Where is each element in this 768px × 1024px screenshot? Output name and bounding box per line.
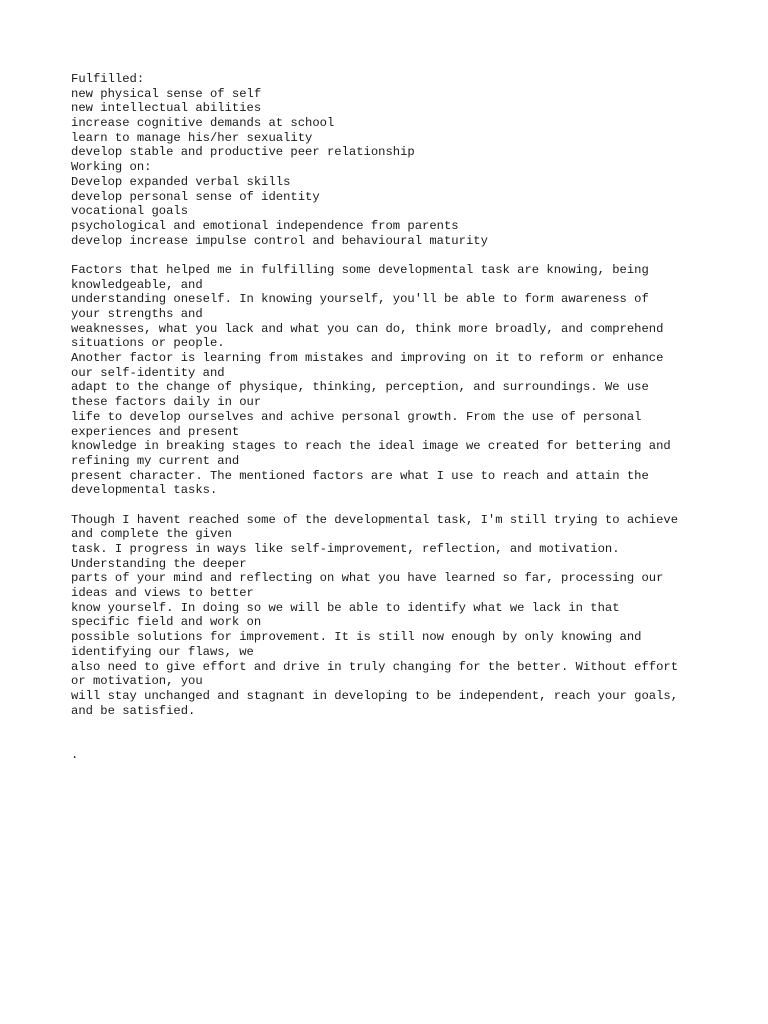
- paragraph-line: adapt to the change of physique, thinking, perception, and surroundings. We use: [71, 380, 649, 395]
- paragraph-line: possible solutions for improvement. It is still now enough by only knowing and: [71, 630, 642, 645]
- paragraph-line: developmental tasks.: [71, 483, 218, 498]
- paragraph-line: or motivation, you: [71, 674, 203, 689]
- paragraph-spacer: [71, 248, 731, 263]
- paragraph-line: and complete the given: [71, 527, 232, 542]
- paragraph-spacer: [71, 718, 731, 747]
- paragraph-spacer: [71, 498, 731, 513]
- paragraph-line: Understanding the deeper: [71, 556, 247, 571]
- paragraph-line: present character. The mentioned factors are what I use to reach and attain the: [71, 468, 649, 483]
- paragraph-line: Factors that helped me in fulfilling some developmental task are knowing, being: [71, 262, 649, 277]
- list-item: increase cognitive demands at school: [71, 116, 335, 131]
- list-item: new intellectual abilities: [71, 101, 262, 116]
- paragraph-line: understanding oneself. In knowing yourself, you'll be able to form awareness of: [71, 292, 649, 307]
- paragraph-line: specific field and work on: [71, 615, 262, 630]
- paragraph-line: your strengths and: [71, 307, 203, 321]
- paragraph-line: knowledge in breaking stages to reach the ideal image we created for bettering and: [71, 439, 671, 454]
- paragraph-line: ideas and views to better: [71, 586, 254, 601]
- list-item: psychological and emotional independence from parents: [71, 218, 459, 233]
- list-heading-working-on: Working on:: [71, 160, 152, 175]
- paragraph-line: our self-identity and: [71, 365, 225, 380]
- paragraph-line: also need to give effort and drive in truly changing for the better. Without effort: [71, 659, 679, 674]
- paragraph-line: life to develop ourselves and achive personal growth. From the use of personal: [71, 409, 642, 424]
- trailing-period: .: [71, 747, 79, 762]
- list-item: Develop expanded verbal skills: [71, 174, 291, 189]
- paragraph-line: identifying our flaws, we: [71, 644, 254, 659]
- paragraph-line: these factors daily in our: [71, 395, 262, 410]
- list-item: new physical sense of self: [71, 86, 262, 101]
- paragraph-line: Though I havent reached some of the developmental task, I'm still trying to achieve: [71, 512, 679, 527]
- list-item: develop personal sense of identity: [71, 189, 320, 204]
- paragraph-line: refining my current and: [71, 453, 240, 468]
- paragraph-line: know yourself. In doing so we will be able to identify what we lack in that: [71, 600, 620, 615]
- paragraph-line: task. I progress in ways like self-improvement, reflection, and motivation.: [71, 542, 620, 556]
- paragraph-line: and be satisfied.: [71, 703, 196, 718]
- list-heading-fulfilled: Fulfilled:: [71, 72, 145, 86]
- paragraph-progress: [71, 513, 731, 719]
- paragraph-line: will stay unchanged and stagnant in developing to be independent, reach your goals,: [71, 688, 679, 703]
- paragraph-line: knowledgeable, and: [71, 277, 203, 292]
- list-item: learn to manage his/her sexuality: [71, 130, 313, 145]
- paragraph-line: experiences and present: [71, 424, 240, 439]
- paragraph-line: weaknesses, what you lack and what you can do, think more broadly, and comprehend: [71, 321, 664, 336]
- paragraph-factors: [71, 263, 731, 498]
- developmental-task-list: [71, 72, 731, 248]
- paragraph-line: parts of your mind and reflecting on what you have learned so far, processing our: [71, 571, 664, 586]
- document-page: [71, 72, 731, 762]
- paragraph-line: situations or people.: [71, 336, 225, 351]
- paragraph-line: Another factor is learning from mistakes and improving on it to reform or enhance: [71, 351, 664, 366]
- list-item: develop stable and productive peer relationship: [71, 145, 415, 160]
- list-item: develop increase impulse control and behavioural maturity: [71, 233, 488, 248]
- list-item: vocational goals: [71, 204, 189, 219]
